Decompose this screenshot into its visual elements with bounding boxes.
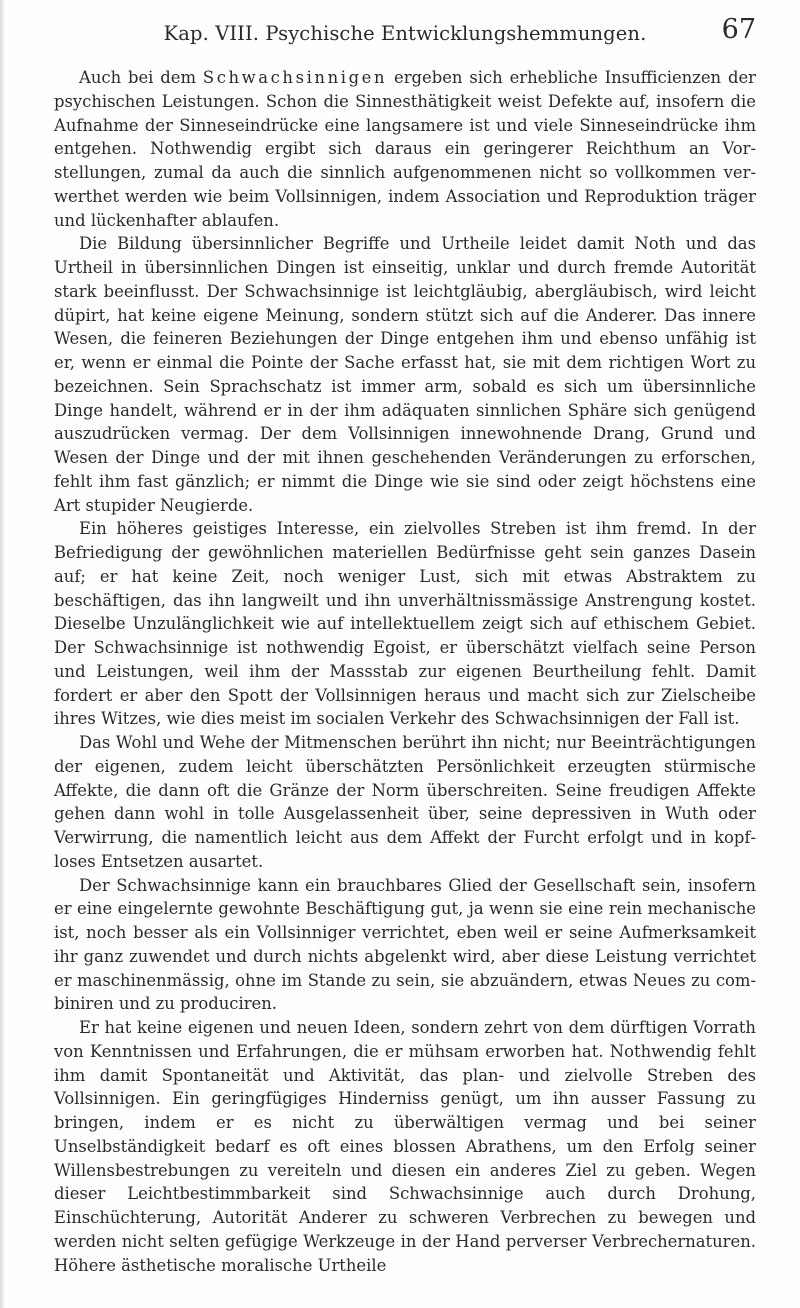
page-number: 67 xyxy=(721,14,756,45)
paragraph-text: Das Wohl und Wehe der Mitmenschen berührt ihn nicht; nur Beeinträchtigungen der eigenen, zudem leicht überschätzten Persönlichkeit erzeugten stürmische Affekte, die dann oft die Gränze der Norm überschreiten. Seine freudigen Affekte gehen dann wohl in tolle Ausgelassenheit über, seine depressiven in Wuth oder Verwirrung, die namentlich leicht aus dem Affekt der Furcht erfolgt und in kopfloses Entsetzen ausartet. xyxy=(54,733,756,871)
paragraph-text: Die Bildung übersinnlicher Begriffe und Urtheile leidet damit Noth und das Urtheil in übersinnlichen Dingen ist einseitig, unklar und durch fremde Autorität stark beeinflusst. Der Schwachsinnige ist leichtgläubig, abergläubisch, wird leicht düpirt, hat keine eigene Meinung, sondern stützt sich auf die Anderer. Das innere Wesen, die feineren Beziehungen der Dinge entgehen ihm und ebenso unfähig ist er, wenn er einmal die Pointe der Sache erfasst hat, sie mit dem richtigen Wort zu bezeichnen. Sein Sprachschatz ist immer arm, sobald es sich um übersinnliche Dinge handelt, während er in der ihm adäquaten sinnlichen Sphäre sich genügend auszudrücken vermag. Der dem Vollsinnigen innewohnende Drang, Grund und Wesen der Dinge und der mit ihnen geschehenden Veränderungen zu erforschen, fehlt ihm fast gänzlich; er nimmt die Dinge wie sie sind oder zeigt höchstens eine Art stupider Neugierde. xyxy=(54,234,756,515)
paragraph xyxy=(54,232,756,517)
running-title: Kap. VIII. Psychische Entwicklungshemmungen. xyxy=(163,22,647,45)
running-head xyxy=(54,14,756,48)
paragraph xyxy=(54,517,756,731)
paragraph-text: ergeben sich erhebliche Insufficienzen der psychischen Leistungen. Schon die Sinnesthätigkeit weist Defekte auf, insofern die Aufnahme der Sinneseindrücke eine langsamere ist und viele Sinneseindrücke ihm entgehen. Nothwendig ergibt sich daraus ein geringerer Reichthum an Vorstellungen, zumal da auch die sinnlich aufgenommenen nicht so vollkommen verwerthet werden wie beim Vollsinnigen, indem Association und Reproduktion träger und lückenhafter ablaufen. xyxy=(54,68,756,230)
paragraph-text: Er hat keine eigenen und neuen Ideen, sondern zehrt von dem dürftigen Vorrath von Kenntnissen und Erfahrungen, die er mühsam erworben hat. Nothwendig fehlt ihm damit Spontaneität und Aktivität, das plan- und zielvolle Streben des Vollsinnigen. Ein geringfügiges Hinderniss genügt, um ihn ausser Fassung zu bringen, indem er es nicht zu überwältigen vermag und bei seiner Unselbständigkeit bedarf es oft eines blossen Abrathens, um den Erfolg seiner Willensbestrebungen zu vereiteln und diesen ein anderes Ziel zu geben. Wegen dieser Leichtbestimmbarkeit sind Schwachsinnige auch durch Drohung, Einschüchterung, Autorität Anderer zu schweren Verbrechen zu bewegen und werden nicht selten gefügige Werkzeuge in der Hand perverser Verbrechernaturen. Höhere ästhetische moralische Urtheile xyxy=(54,1018,756,1275)
paragraph xyxy=(54,874,756,1017)
paragraph-text: Der Schwachsinnige kann ein brauchbares Glied der Gesellschaft sein, insofern er eine eingelernte gewohnte Beschäftigung gut, ja wenn sie eine rein mechanische ist, noch besser als ein Vollsinniger verrichtet, eben weil er seine Aufmerksamkeit ihr ganz zuwendet und durch nichts abgelenkt wird, aber diese Leistung verrichtet er maschinenmässig, ohne im Stande zu sein, sie abzuändern, etwas Neues zu combiniren und zu produciren. xyxy=(54,875,756,1014)
paragraph-lead: Auch bei dem xyxy=(79,68,203,87)
paragraph xyxy=(54,1016,756,1277)
paragraph-text: Ein höheres geistiges Interesse, ein zielvolles Streben ist ihm fremd. In der Befriedigung der gewöhnlichen materiellen Bedürfnisse geht sein ganzes Dasein auf; er hat keine Zeit, noch weniger Lust, sich mit etwas Abstraktem zu beschäftigen, das ihn langweilt und ihn unverhältnissmässige Anstrengung kostet. Dieselbe Unzulänglichkeit wie auf intellektuellem zeigt sich auf ethischem Gebiet. Der Schwachsinnige ist nothwendig Egoist, er überschätzt vielfach seine Person und Leistungen, weil ihm der Massstab zur eigenen Beurtheilung fehlt. Damit fordert er aber den Spott der Vollsinnigen heraus und macht sich zur Zielscheibe ihres Witzes, wie dies meist im socialen Verkehr des Schwachsinnigen der Fall ist. xyxy=(54,519,756,729)
page-edge-shadow xyxy=(0,0,5,1308)
paragraph xyxy=(54,66,756,232)
body-text xyxy=(54,66,756,1277)
paragraph xyxy=(54,731,756,874)
emphasized-term: Schwachsinnigen xyxy=(202,68,388,87)
